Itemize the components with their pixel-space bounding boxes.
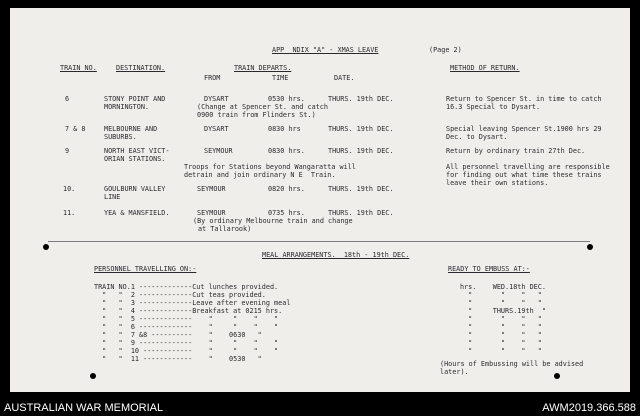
ready-line: " " " " bbox=[460, 331, 542, 339]
col-time: TIME bbox=[272, 74, 289, 82]
row-destination-line: MORNINGTON. bbox=[104, 103, 150, 111]
row-note-line: Troops for Stations beyond Wangaratta will bbox=[184, 163, 356, 171]
meal-line: " " 5 ------------- " " " " bbox=[94, 315, 279, 323]
row-train-no: 7 & 8 bbox=[65, 125, 86, 133]
personnel-heading: PERSONNEL TRAVELLING ON:- bbox=[94, 265, 197, 273]
archive-name: AUSTRALIAN WAR MEMORIAL bbox=[4, 402, 164, 414]
row-date: THURS. 19th DEC. bbox=[328, 125, 394, 133]
row-from: SEYMOUR bbox=[204, 147, 233, 155]
row-train-no: 9 bbox=[65, 147, 70, 155]
ready-line: hrs. WED.18th DEC. bbox=[460, 283, 546, 291]
document-page bbox=[10, 8, 630, 392]
personnel-note-line: for finding out what time these trains bbox=[446, 171, 602, 179]
row-destination-line: SUBURBS. bbox=[104, 133, 137, 141]
row-return-line: Return by ordinary train 27th Dec. bbox=[446, 147, 586, 155]
row-destination-line: MELBOURNE AND bbox=[104, 125, 158, 133]
col-method-of-return: METHOD OF RETURN. bbox=[450, 64, 520, 72]
row-destination-line: ORIAN STATIONS. bbox=[104, 155, 166, 163]
row-note-line: at Tallarook) bbox=[198, 225, 252, 233]
row-train-no: 6 bbox=[65, 95, 70, 103]
meal-line: TRAIN NO.1 -------------Cut lunches provided. bbox=[94, 283, 279, 291]
col-train-departs: TRAIN DEPARTS. bbox=[234, 64, 292, 72]
row-date: THURS. 19th DEC. bbox=[328, 95, 394, 103]
row-from: DYSART bbox=[204, 125, 229, 133]
ready-line: " " " " bbox=[460, 323, 542, 331]
punch-hole bbox=[90, 373, 96, 379]
personnel-note-line: All personnel travelling are responsible bbox=[446, 163, 610, 171]
meal-title: MEAL ARRANGEMENTS. 18th - 19th DEC. bbox=[262, 251, 410, 259]
row-time: 0735 hrs. bbox=[268, 209, 305, 217]
row-from: DYSART bbox=[204, 95, 229, 103]
row-time: 0830 hrs. bbox=[268, 147, 305, 155]
row-from: SEYMOUR bbox=[197, 209, 226, 217]
row-time: 0830 hrs bbox=[268, 125, 301, 133]
punch-hole bbox=[587, 244, 593, 250]
meal-line: " " 7 &8 ---------- " 0630 " bbox=[94, 331, 262, 339]
row-note-line: detrain and join ordinary N E Train. bbox=[184, 171, 336, 179]
col-destination: DESTINATION. bbox=[116, 64, 166, 72]
archive-footer bbox=[0, 399, 640, 416]
row-note-line: (By ordinary Melbourne train and change bbox=[193, 217, 353, 225]
col-date: DATE. bbox=[334, 74, 355, 82]
ready-line: " " " " bbox=[460, 347, 542, 355]
row-date: THURS. 19th DEC. bbox=[328, 147, 394, 155]
row-destination-line: NORTH EAST VICT- bbox=[104, 147, 170, 155]
embussing-footnote: (Hours of Embussing will be advised bbox=[440, 360, 584, 368]
section-divider bbox=[48, 241, 590, 242]
meal-line: " " 11 ------------ " 0530 " bbox=[94, 355, 262, 363]
col-from: FROM bbox=[204, 74, 221, 82]
archive-reference: AWM2019.366.588 bbox=[542, 402, 636, 414]
ready-line: " THURS.19th " bbox=[460, 307, 546, 315]
row-train-no: 11. bbox=[63, 209, 76, 217]
punch-hole bbox=[554, 373, 560, 379]
row-return-line: Dec. to Dysart. bbox=[446, 133, 508, 141]
row-destination-line: LINE bbox=[104, 193, 121, 201]
row-time: 0820 hrs. bbox=[268, 185, 305, 193]
ready-line: " " " " bbox=[460, 299, 542, 307]
row-note-line: 0900 train from Flinders St.) bbox=[197, 111, 316, 119]
row-date: THURS. 19th DEC. bbox=[328, 185, 394, 193]
row-time: 0530 hrs. bbox=[268, 95, 305, 103]
ready-heading: READY TO EMBUSS AT:- bbox=[448, 265, 530, 273]
row-return-line: Return to Spencer St. in time to catch bbox=[446, 95, 602, 103]
row-date: THURS. 19th DEC. bbox=[328, 209, 394, 217]
personnel-note-line: leave their own stations. bbox=[446, 179, 549, 187]
row-note-line: (Change at Spencer St. and catch bbox=[197, 103, 328, 111]
row-train-no: 10. bbox=[63, 185, 76, 193]
page-number: (Page 2) bbox=[429, 46, 462, 54]
row-return-line: Special leaving Spencer St.1900 hrs 29 bbox=[446, 125, 602, 133]
row-destination-line: STONY POINT AND bbox=[104, 95, 166, 103]
ready-line: " " " " bbox=[460, 315, 542, 323]
ready-line: " " " " bbox=[460, 291, 542, 299]
punch-hole bbox=[43, 244, 49, 250]
appendix-title: APP NDIX "A" - XMAS LEAVE bbox=[272, 46, 379, 54]
row-from: SEYMOUR bbox=[197, 185, 226, 193]
col-train-no: TRAIN NO. bbox=[60, 64, 97, 72]
meal-line: " " 4 -------------Breakfast at 0215 hrs. bbox=[94, 307, 283, 315]
meal-line: " " 3 -------------Leave after evening meal bbox=[94, 299, 291, 307]
meal-line: " " 9 ------------- " " " " bbox=[94, 339, 279, 347]
meal-line: " " 6 ------------- " " " " bbox=[94, 323, 279, 331]
embussing-footnote: later). bbox=[440, 368, 469, 376]
row-destination-line: YEA & MANSFIELD. bbox=[104, 209, 170, 217]
ready-line: " " " " bbox=[460, 339, 542, 347]
meal-line: " " 2 -------------Cut teas provided. bbox=[94, 291, 266, 299]
row-return-line: 16.3 Special to Dysart. bbox=[446, 103, 541, 111]
row-destination-line: GOULBURN VALLEY bbox=[104, 185, 166, 193]
meal-line: " " 10 ------------ " " " " bbox=[94, 347, 279, 355]
